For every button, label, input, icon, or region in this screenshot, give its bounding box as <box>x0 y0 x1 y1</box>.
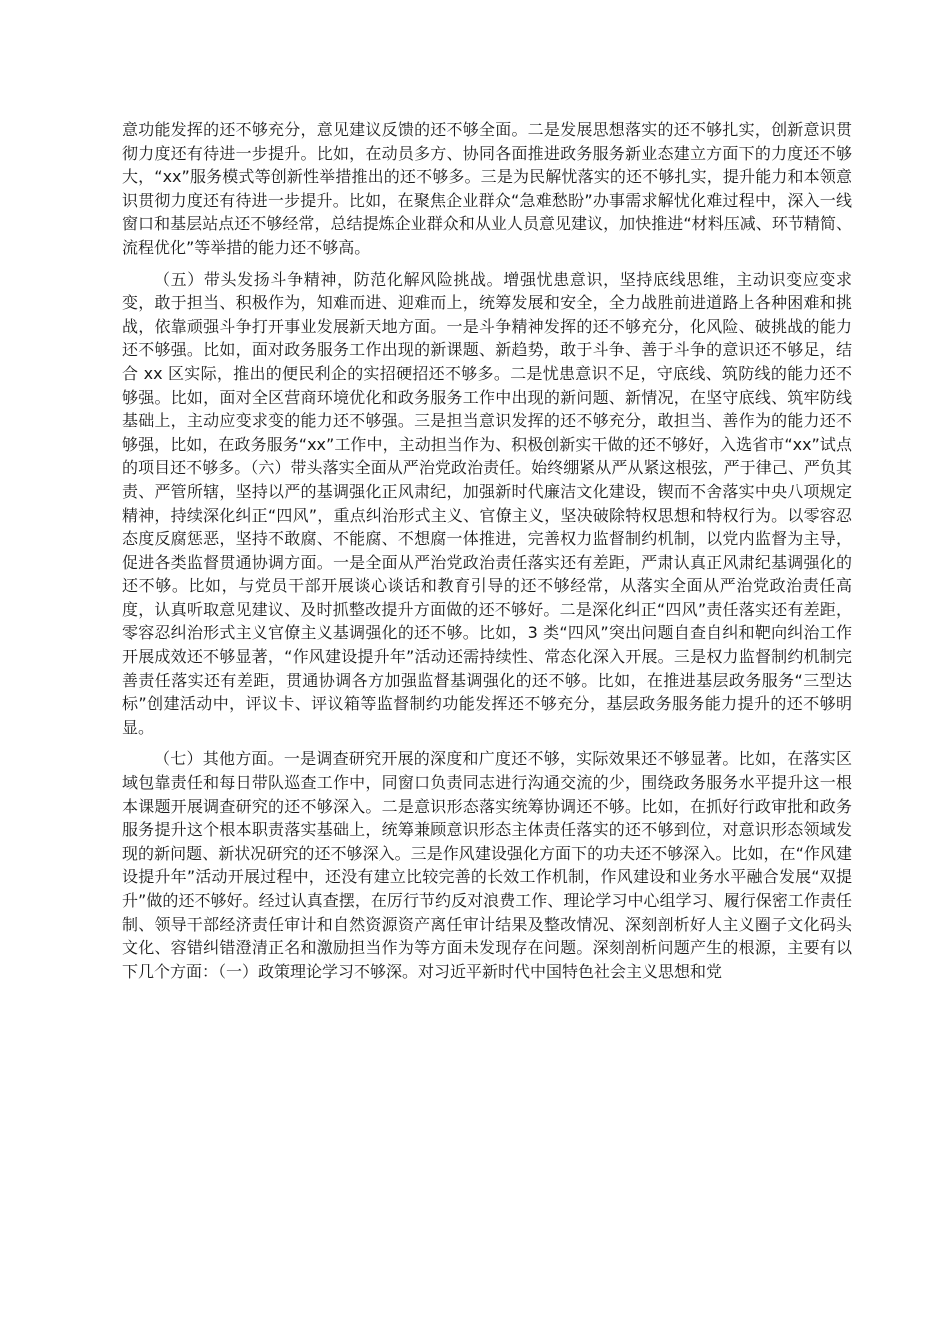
document-page <box>122 118 852 991</box>
paragraph-continuation: 意功能发挥的还不够充分，意见建议反馈的还不够全面。二是发展思想落实的还不够扎实，创新意识贯彻力度还有待进一步提升。比如，在动员多方、协同各面推进政务服务新业态建立方面下的力度还不够大，“xx”服务模式等创新性举措推出的还不够多。三是为民解忧落实的还不够扎实，提升能力和本领意识贯彻力度还有待进一步提升。比如，在聚焦企业群众“急难愁盼”办事需求解忧化难过程中，深入一线窗口和基层站点还不够经常，总结提炼企业群众和从业人员意见建议，加快推进“材料压减、环节精简、流程优化”等举措的能力还不够高。 <box>122 120 852 257</box>
paragraph-section-seven: （七）其他方面。一是调查研究开展的深度和广度还不够，实际效果还不够显著。比如，在落实区域包靠责任和每日带队巡查工作中，同窗口负责同志进行沟通交流的少，围绕政务服务水平提升这一根本课题开展调查研究的还不够深入。二是意识形态落实统筹协调还不够。比如，在抓好行政审批和政务服务提升这个根本职责落实基础上，统筹兼顾意识形态主体责任落实的还不够到位，对意识形态领域发现的新问题、新状况研究的还不够深入。三是作风建设强化方面下的功夫还不够深入。比如，在“作风建设提升年”活动开展过程中，还没有建立比较完善的长效工作机制，作风建设和业务水平融合发展“双提升”做的还不够好。经过认真查摆，在厉行节约反对浪费工作、理论学习中心组学习、履行保密工作责任制、领导干部经济责任审计和自然资源资产离任审计结果及整改情况、深刻剖析好人主义圈子文化码头文化、容错纠错澄清正名和激励担当作为等方面未发现存在问题。深刻剖析问题产生的根源，主要有以下几个方面：（一）政策理论学习不够深。对习近平新时代中国特色社会主义思想和党 <box>122 749 852 981</box>
paragraph-section-five-six: （五）带头发扬斗争精神，防范化解风险挑战。增强忧患意识，坚持底线思维，主动识变应变求变，敢于担当、积极作为，知难而进、迎难而上，统筹发展和安全，全力战胜前进道路上各种困难和挑战，依靠顽强斗争打开事业发展新天地方面。一是斗争精神发挥的还不够充分，化风险、破挑战的能力还不够强。比如，面对政务服务工作出现的新课题、新趋势，敢于斗争、善于斗争的意识还不够足，结合 xx 区实际，推出的便民利企的实招硬招还不够多。二是忧患意识不足，守底线、筑防线的能力还不够强。比如，面对全区营商环境优化和政务服务工作中出现的新问题、新情况，在坚守底线、筑牢防线基础上，主动应变求变的能力还不够强。三是担当意识发挥的还不够充分，敢担当、善作为的能力还不够强，比如，在政务服务“xx”工作中，主动担当作为、积极创新实干做的还不够好，入选省市“xx”试点的项目还不够多。（六）带头落实全面从严治党政治责任。始终绷紧从严从紧这根弦，严于律己、严负其责、严管所辖，坚持以严的基调强化正风肃纪，加强新时代廉洁文化建设，锲而不舍落实中央八项规定精神，持续深化纠正“四风”，重点纠治形式主义、官僚主义，坚决破除特权思想和特权行为。以零容忍态度反腐惩恶，坚持不敢腐、不能腐、不想腐一体推进，完善权力监督制约机制，以党内监督为主导，促进各类监督贯通协调方面。一是全面从严治党政治责任落实还有差距，严肃认真正风肃纪基调强化的还不够。比如，与党员干部开展谈心谈话和教育引导的还不够经常，从落实全面从严治党政治责任高度，认真听取意见建议、及时抓整改提升方面做的还不够好。二是深化纠正“四风”责任落实还有差距，零容忍纠治形式主义官僚主义基调强化的还不够。比如，3 类“四风”突出问题自查自纠和靶向纠治工作开展成效还不够显著，“作风建设提升年”活动还需持续性、常态化深入开展。三是权力监督制约机制完善责任落实还有差距，贯通协调各方加强监督基调强化的还不够。比如，在推进基层政务服务“三型达标”创建活动中，评议卡、评议箱等监督制约功能发挥还不够充分，基层政务服务能力提升的还不够明显。 <box>122 269 852 737</box>
